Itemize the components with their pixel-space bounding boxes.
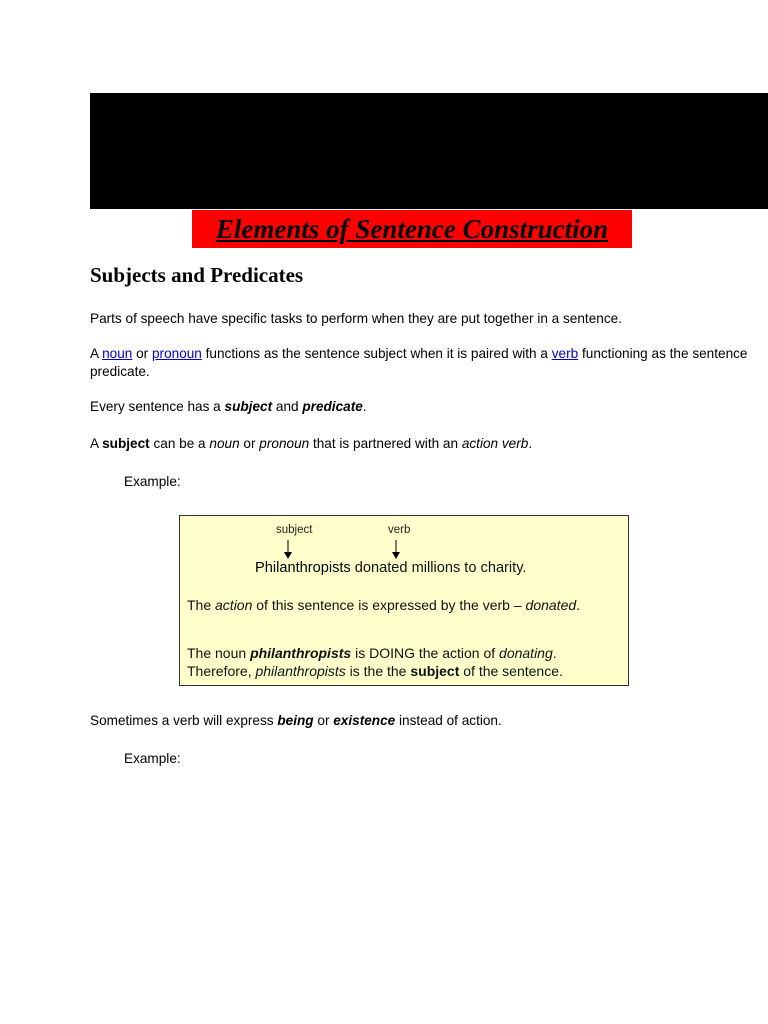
link-pronoun[interactable]: pronoun	[151, 346, 202, 361]
text: functions as the sentence subject when it is paired with a	[201, 346, 552, 361]
example-subject-word: Philanthropists	[255, 560, 351, 576]
text: and	[272, 399, 303, 414]
paragraph-subject-definition	[90, 345, 750, 381]
paragraph-every-sentence	[90, 398, 750, 416]
emphasis-subject: subject	[224, 399, 273, 414]
text: functioning as the sentence predicate.	[90, 346, 748, 379]
text: The noun	[187, 645, 251, 661]
text: .	[576, 597, 581, 613]
text: A	[90, 436, 103, 451]
text: or	[239, 436, 260, 451]
label-verb: verb	[388, 524, 411, 536]
text: that is partnered with an	[309, 436, 462, 451]
text: is DOING the action of	[351, 645, 500, 661]
arrow-down-icon	[391, 540, 401, 560]
paragraph-intro	[90, 310, 750, 328]
italic-pronoun: pronoun	[259, 436, 310, 451]
italic-action: action	[215, 597, 253, 613]
text: Every sentence has a	[90, 399, 225, 414]
bold-italic-philanthropists: philanthropists	[250, 645, 352, 661]
section-heading: Subjects and Predicates	[90, 263, 304, 287]
text: can be a	[149, 436, 210, 451]
example-explanation-3	[187, 663, 563, 679]
italic-noun: noun	[209, 436, 240, 451]
label-subject: subject	[276, 524, 313, 536]
bold-subject: subject	[410, 663, 460, 679]
example-explanation-2	[187, 645, 557, 661]
emphasis-predicate: predicate	[302, 399, 363, 414]
text: of the sentence.	[459, 663, 563, 679]
text: A	[90, 346, 103, 361]
example-label-1: Example:	[124, 474, 181, 489]
link-noun[interactable]: noun	[102, 346, 133, 361]
emphasis-existence: existence	[333, 713, 396, 728]
page-title: Elements of Sentence Construction	[215, 213, 609, 244]
example-label-2: Example:	[124, 751, 181, 766]
intro-text: Parts of speech have specific tasks to perform when they are put together in a sentence.	[90, 311, 622, 326]
paragraph-being-existence	[90, 712, 750, 730]
text: Sometimes a verb will express	[90, 713, 278, 728]
text: or	[313, 713, 334, 728]
text: of this sentence is expressed by the verb –	[252, 597, 526, 613]
example-explanation-1	[187, 597, 580, 613]
bold-subject: subject	[102, 436, 150, 451]
italic-philanthropists: philanthropists	[255, 663, 346, 679]
text: or	[132, 346, 152, 361]
text: The	[187, 597, 216, 613]
text: .	[362, 399, 367, 414]
text: instead of action.	[395, 713, 502, 728]
italic-action-verb: action verb	[461, 436, 529, 451]
text: .	[552, 645, 557, 661]
example-sentence	[255, 560, 527, 576]
emphasis-being: being	[277, 713, 314, 728]
text: Therefore,	[187, 663, 256, 679]
arrow-down-icon	[283, 540, 293, 560]
link-verb[interactable]: verb	[551, 346, 579, 361]
paragraph-subject-action	[90, 435, 750, 453]
header-banner	[90, 93, 768, 209]
text: .	[528, 436, 533, 451]
italic-donated: donated	[525, 597, 577, 613]
text: is the the	[345, 663, 411, 679]
title-banner	[192, 210, 632, 248]
example-box	[179, 515, 629, 686]
italic-donating: donating	[499, 645, 553, 661]
text: donated millions to charity.	[350, 560, 527, 576]
